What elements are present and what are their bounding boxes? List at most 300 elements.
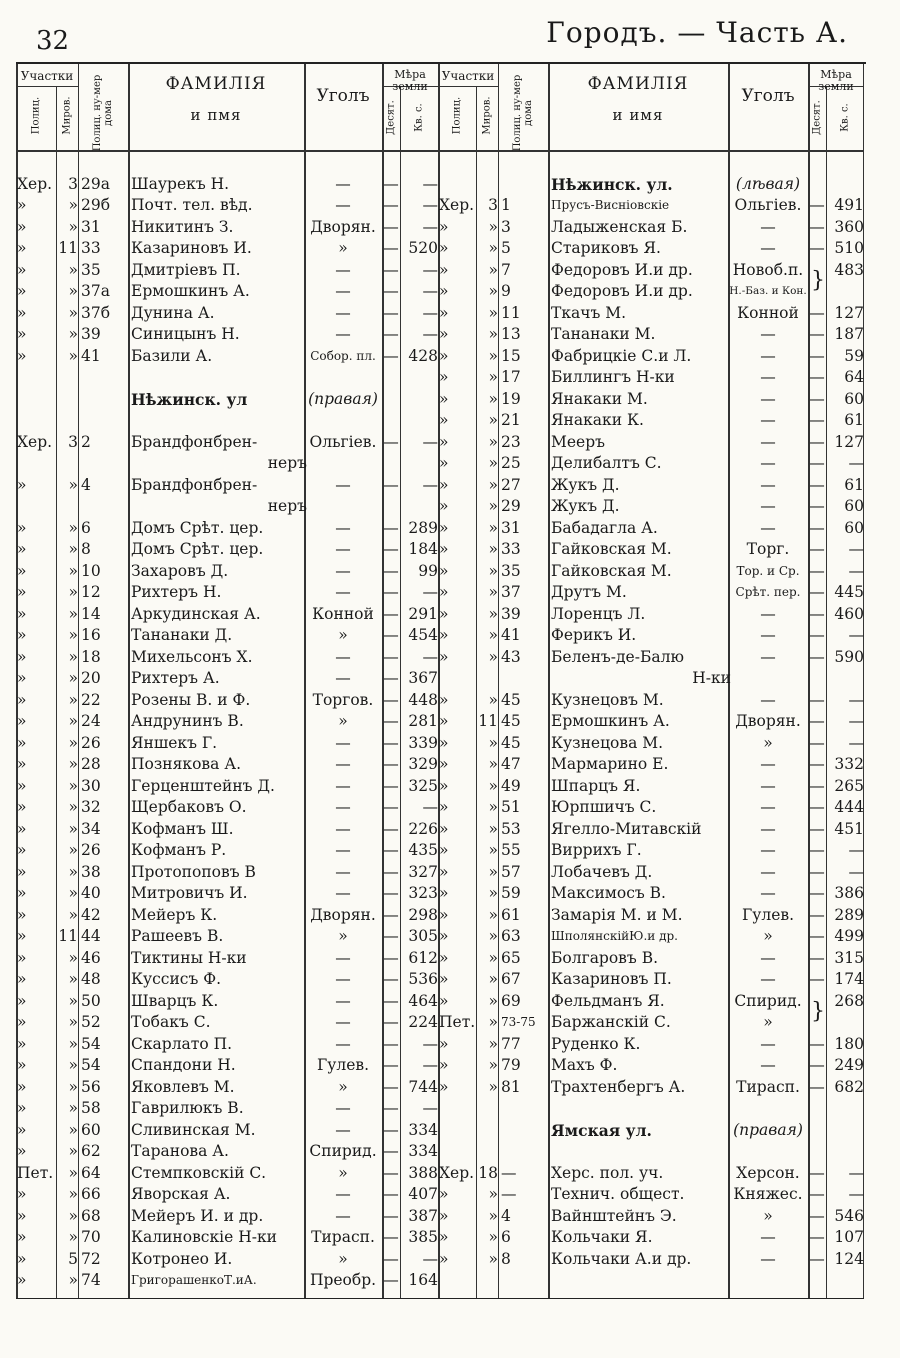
police-district: » [439,1056,449,1074]
corner-street: — [760,368,776,386]
desyatina: — [809,1249,825,1268]
corner-street: — [335,669,351,687]
corner-street: — [335,1099,351,1117]
desyatina: — [809,583,825,601]
table-row [16,389,438,411]
owner-name: Розены В. и Ф. [131,690,251,709]
square-sazhen: 483 [834,260,864,279]
peace-district: » [488,991,498,1010]
desyatina: — [383,1163,399,1182]
desyatina: — [809,647,825,666]
corner-street: » [338,1163,348,1182]
peace-district: » [488,647,498,666]
house-number: 44 [81,927,101,945]
police-district: » [439,475,449,494]
police-district: » [439,948,449,967]
corner-street: — [760,819,776,838]
peace-district: » [488,325,498,343]
table-row [438,1227,864,1249]
owner-name: Никитинъ З. [131,217,234,236]
desyatina: — [809,948,825,967]
peace-district: » [488,497,498,515]
table-row [16,690,438,712]
desyatina: — [809,970,825,988]
owner-name: Куссисъ Ф. [131,970,222,988]
police-district: » [439,282,449,300]
header-mera: Мѣра земли [392,68,428,93]
table-row [438,1184,864,1206]
square-sazhen: 107 [834,1228,864,1246]
peace-district: » [488,1185,498,1203]
peace-district: » [488,1249,498,1268]
peace-district: » [488,927,498,945]
peace-district: » [68,1013,78,1031]
corner-street: — [335,755,351,773]
police-district: » [17,1120,27,1139]
desyatina: — [383,196,399,214]
table-row [438,1141,864,1163]
house-number: 41 [81,346,101,365]
table-row [438,991,864,1013]
desyatina: — [383,1249,399,1268]
police-district: » [439,368,449,386]
corner-street: » [763,927,773,945]
peace-district: » [68,862,78,881]
peace-district: » [68,948,78,967]
owner-name: Кузнецовъ М. [551,690,664,709]
peace-district: » [68,583,78,601]
peace-district: » [488,411,498,429]
corner-street: — [760,690,776,709]
table-row [16,1120,438,1142]
peace-district: » [68,1163,78,1182]
corner-street: — [760,325,776,343]
square-sazhen: 451 [834,819,864,838]
desyatina: — [809,239,825,257]
house-number: 65 [501,948,521,967]
square-sazhen: 329 [408,755,438,773]
owner-name: Гайковская М. [551,561,672,580]
peace-district: 11 [58,239,78,257]
table-row [16,668,438,690]
house-number: 28 [81,755,101,773]
corner-street: — [760,776,776,795]
house-number: 32 [81,798,101,816]
house-number: 21 [501,411,521,429]
owner-name: Брандфонбрен- [131,432,258,451]
owner-name: Михельсонъ Х. [131,647,253,666]
police-district: » [17,1228,27,1246]
house-number: 79 [501,1056,521,1074]
house-number: 30 [81,776,101,795]
police-district: » [439,561,449,580]
corner-street: » [338,1077,348,1096]
table-row [16,324,438,346]
police-district: » [17,1099,27,1117]
owner-name: Шаурекъ Н. [131,174,230,193]
house-number: 66 [81,1185,101,1203]
table-row [16,1249,438,1271]
table-row [16,1141,438,1163]
police-district: » [439,325,449,343]
police-district: » [17,1013,27,1031]
table-row [438,346,864,368]
table-row [16,518,438,540]
peace-district: » [488,475,498,494]
square-sazhen: — [848,454,864,472]
house-number: 39 [81,325,101,343]
corner-street: — [335,884,351,902]
table-row [16,174,438,196]
owner-name: Герценштейнъ Д. [131,776,275,795]
house-number: 56 [81,1077,101,1096]
corner-street: Новоб.п. [732,260,804,279]
table-row [438,1077,864,1099]
corner-street: — [760,604,776,623]
owner-name: Домъ Срѣт. цер. [131,540,264,558]
owner-name: Казариновъ П. [551,970,672,988]
square-sazhen: — [422,1099,438,1117]
square-sazhen: 61 [844,411,864,429]
desyatina: — [809,540,825,558]
owner-name: Руденко К. [551,1034,641,1053]
square-sazhen: 520 [408,239,438,257]
house-number: 15 [501,346,521,365]
peace-district: » [68,991,78,1010]
police-district: » [17,475,27,494]
house-number: 20 [81,669,101,687]
police-district: » [439,884,449,902]
owner-name: Кольчаки Я. [551,1228,653,1246]
house-number: 27 [501,475,521,494]
police-district: » [439,927,449,945]
owner-name: неръ [267,497,307,515]
police-district: » [439,1185,449,1203]
corner-street: Дворян. [735,712,801,730]
police-district: » [17,948,27,967]
corner-street: Тор. и Ср. [736,563,800,578]
owner-name: Друтъ М. [551,583,627,601]
square-sazhen: 281 [408,712,438,730]
owner-name: Ямская ул. [551,1120,652,1140]
police-district: » [17,540,27,558]
table-row [438,862,864,884]
peace-district: » [68,819,78,838]
corner-street: — [760,970,776,988]
house-number: 67 [501,970,521,988]
peace-district: » [488,346,498,365]
desyatina: — [383,217,399,236]
header-familiya: ФАМИЛІЯ [587,74,689,94]
desyatina: — [383,1013,399,1031]
desyatina: — [809,497,825,515]
table-row [16,926,438,948]
square-sazhen: 536 [408,970,438,988]
desyatina: — [383,239,399,257]
desyatina: — [809,518,825,537]
corner-street: — [760,626,776,644]
police-district: » [439,303,449,322]
desyatina: — [383,475,399,494]
owner-name: Стемпковскій С. [131,1163,267,1182]
peace-district: » [488,454,498,472]
police-district: » [439,755,449,773]
square-sazhen: — [848,561,864,580]
desyatina: — [383,798,399,816]
police-district: » [439,432,449,451]
owner-name: Таранова А. [131,1142,229,1160]
table-row [16,303,438,325]
house-number: 33 [81,239,101,257]
table-row [438,1055,864,1077]
table-row [16,410,438,432]
desyatina: — [383,346,399,365]
desyatina: — [809,862,825,881]
owner-name: Захаровъ Д. [131,561,229,580]
table-row [438,238,864,260]
owner-name: Федоровъ И.и др. [551,282,693,300]
corner-street: — [760,475,776,494]
table-row [438,453,864,475]
table-row [16,711,438,733]
police-district: » [17,755,27,773]
desyatina: — [383,1120,399,1139]
owner-name: Рихтеръ Н. [131,583,222,601]
owner-name: Болгаровъ В. [551,948,659,967]
house-number: 31 [501,518,521,537]
house-number: 63 [501,927,521,945]
corner-street: Срѣт. пер. [735,585,801,599]
owner-name: Митровичъ И. [131,884,248,902]
peace-district: » [488,905,498,924]
peace-district: » [488,1013,498,1031]
house-number: 42 [81,905,101,924]
desyatina: — [383,1056,399,1074]
square-sazhen: 327 [408,862,438,881]
table-row [438,776,864,798]
table-row [438,819,864,841]
desyatina: — [383,1271,399,1289]
peace-district: » [488,798,498,816]
desyatina: — [383,260,399,279]
house-number: 45 [501,712,521,730]
house-number: 3 [501,217,511,236]
table-row [438,432,864,454]
police-district: » [17,1034,27,1053]
square-sazhen: — [422,282,438,300]
desyatina: — [809,604,825,623]
table-row [438,905,864,927]
corner-street: » [338,712,348,730]
police-district: » [439,1249,449,1268]
table-row [438,303,864,325]
owner-name: Тобакъ С. [131,1013,211,1031]
peace-district: » [488,733,498,752]
corner-street: Преобр. [309,1271,377,1289]
corner-street: » [338,239,348,257]
table-row [438,152,864,174]
table-row [16,217,438,239]
table-row [438,539,864,561]
corner-street: Тирасп. [311,1228,375,1246]
desyatina: — [809,475,825,494]
peace-district: » [488,432,498,451]
header-desyat: Десят. [385,100,397,135]
peace-district: » [68,518,78,537]
table-row [438,883,864,905]
owner-name: Федоровъ И.и др. [551,260,693,279]
desyatina: — [809,346,825,365]
peace-district: » [68,755,78,773]
desyatina: — [383,927,399,945]
table-row [438,1034,864,1056]
peace-district: » [488,282,498,300]
square-sazhen: 99 [418,561,438,580]
corner-street: Тирасп. [736,1077,800,1096]
owner-name: Мармарино Е. [551,755,669,773]
house-number: 72 [81,1249,101,1268]
owner-name: Стариковъ Я. [551,239,661,257]
square-sazhen: — [848,862,864,881]
owner-name: неръ [267,454,307,472]
police-district: » [17,239,27,257]
desyatina: — [383,690,399,709]
peace-district: 3 [68,432,78,451]
table-row [16,1077,438,1099]
header-ugol: Уголъ [741,86,795,106]
house-number: 14 [81,604,101,623]
desyatina: — [383,604,399,623]
police-district: » [17,927,27,945]
owner-name: Рихтеръ А. [131,669,220,687]
header-familiya: ФАМИЛІЯ [165,74,267,94]
table-row [16,1055,438,1077]
owner-name: Домъ Срѣт. цер. [131,518,264,537]
police-district: » [17,303,27,322]
house-number: 16 [81,626,101,644]
owner-name: Шварцъ К. [131,991,219,1010]
desyatina: — [383,862,399,881]
peace-district: » [488,690,498,709]
police-district: » [17,712,27,730]
desyatina: — [383,540,399,558]
house-number: 23 [501,432,521,451]
table-row [438,625,864,647]
police-district: » [439,239,449,257]
desyatina: — [809,432,825,451]
table-row [438,389,864,411]
corner-street: » [338,1249,348,1268]
desyatina: — [809,1228,825,1246]
house-number: 53 [501,819,521,838]
house-number: 41 [501,626,521,644]
house-number: 74 [81,1271,101,1289]
corner-street: — [760,1228,776,1246]
corner-street: Ольгіев. [734,196,802,214]
desyatina: — [809,927,825,945]
owner-name: Спандони Н. [131,1056,236,1074]
corner-street: — [335,282,351,300]
peace-district: » [488,1056,498,1074]
square-sazhen: — [422,1056,438,1074]
house-number: 35 [501,561,521,580]
owner-name: Кофманъ Р. [131,841,227,859]
corner-street: — [335,303,351,322]
police-district: » [439,712,449,730]
corner-street: Дворян. [310,905,376,924]
table-row [16,539,438,561]
corner-street: — [760,346,776,365]
house-number: 48 [81,970,101,988]
square-sazhen: — [422,260,438,279]
corner-street: — [760,755,776,773]
owner-name: Биллингъ Н-ки [551,368,675,386]
peace-district: » [68,1034,78,1053]
table-row [16,453,438,475]
corner-street: — [760,432,776,451]
page-number: 32 [36,26,70,56]
table-row [438,948,864,970]
police-district: » [439,819,449,838]
owner-name: Протопоповъ В [131,862,256,881]
square-sazhen: 448 [408,690,438,709]
police-district: Пет. [17,1163,54,1182]
square-sazhen: — [848,841,864,859]
owner-name: Кольчаки А.и др. [551,1249,692,1268]
corner-street: — [335,1120,351,1139]
peace-district: » [68,669,78,687]
house-number: 81 [501,1077,521,1096]
owner-name: Ермошкинъ А. [131,282,250,300]
corner-street: — [335,475,351,494]
square-sazhen: 289 [408,518,438,537]
house-number: 39 [501,604,521,623]
house-number: 7 [501,260,511,279]
peace-district: » [68,841,78,859]
desyatina: — [809,561,825,580]
desyatina: — [383,303,399,322]
desyatina: — [809,389,825,408]
square-sazhen: 164 [408,1271,438,1289]
police-district: » [439,389,449,408]
corner-street: — [760,1056,776,1074]
square-sazhen: 298 [408,905,438,924]
house-number: 33 [501,540,521,558]
square-sazhen: 305 [408,927,438,945]
police-district: » [17,518,27,537]
house-number: 51 [501,798,521,816]
table-row [438,561,864,583]
corner-street: — [760,411,776,429]
square-sazhen: — [422,583,438,601]
square-sazhen: — [848,1185,864,1203]
square-sazhen: — [422,325,438,343]
header-house-number: Полиц. ну-мер дома [92,74,114,152]
corner-street: — [335,583,351,601]
house-number: 40 [81,884,101,902]
table-row [16,1227,438,1249]
square-sazhen: 325 [408,776,438,795]
desyatina: — [809,712,825,730]
owner-name: Лобачевъ Д. [551,862,653,881]
corner-street: — [760,497,776,515]
owner-name: Гаврилюкъ В. [131,1099,244,1117]
owner-name: Нѣжинск. ул [131,389,248,409]
corner-street: — [760,217,776,236]
desyatina: — [809,841,825,859]
square-sazhen: 124 [834,1249,864,1268]
table-row [438,840,864,862]
